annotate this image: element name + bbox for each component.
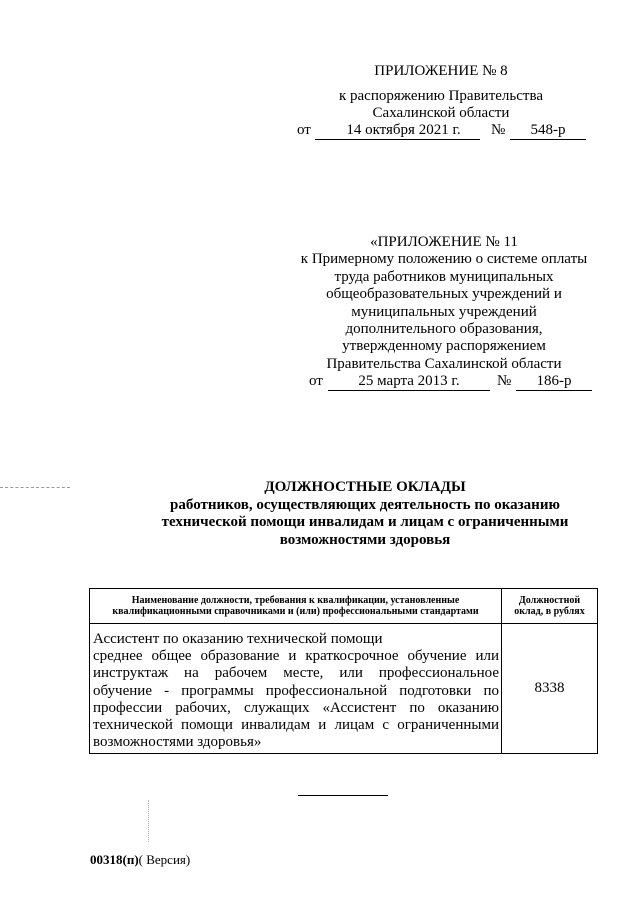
appendix-11-number-prefix: №	[497, 373, 512, 389]
footer-version: ( Версия)	[138, 852, 191, 867]
requirements-line: инструктаж на рабочем месте, или профессиональное	[93, 665, 499, 682]
appendix-8-date: 14 октября 2021 г.	[315, 122, 480, 140]
appendix-8-line: Сахалинской области	[372, 105, 510, 122]
footer	[90, 852, 190, 868]
appendix-8-number-prefix: №	[491, 122, 506, 138]
requirements-line: технической помощи инвалидам и лицам с ограниченными	[93, 717, 499, 734]
header-position	[90, 589, 502, 623]
appendix-11-line: утвержденному распоряжением	[342, 338, 546, 355]
appendix-11-line: труда работников муниципальных	[334, 268, 554, 285]
appendix-8-block	[296, 63, 586, 123]
end-rule	[298, 795, 388, 796]
heading-subtitle-line: технической помощи инвалидам и лицам с ограниченными	[161, 514, 569, 531]
requirements-line: профессии рабочих, служащих «Ассистент по оказанию	[93, 699, 499, 716]
appendix-11-line: муниципальных учреждений	[351, 303, 537, 320]
header-salary-line: оклад, в рублях	[514, 606, 585, 617]
table-row	[90, 624, 597, 753]
header-position-line: квалификационными справочниками и (или) профессиональными стандартами	[112, 606, 479, 617]
appendix-8-lines	[296, 88, 586, 122]
scan-mark	[0, 487, 70, 488]
position-name: Ассистент по оказанию технической помощи	[93, 631, 383, 647]
requirements-line: обучение - программы профессиональной подготовки по	[93, 682, 499, 699]
appendix-11-line: дополнительного образования,	[345, 321, 543, 338]
appendix-11-date: 25 марта 2013 г.	[328, 373, 490, 391]
heading-subtitle-line: возможностями здоровья	[279, 532, 451, 549]
footer-code: 00318(п)	[90, 852, 139, 867]
appendix-8-title: ПРИЛОЖЕНИЕ № 8	[374, 63, 508, 79]
appendix-8-date-prefix: от	[297, 122, 311, 138]
appendix-11-date-prefix: от	[309, 373, 323, 389]
cell-salary: 8338	[534, 680, 565, 696]
appendix-11-line: Правительства Сахалинской области	[326, 355, 562, 372]
appendix-8-number: 548-р	[510, 122, 586, 140]
header-position-line: Наименование должности, требования к квалификации, установленные	[131, 595, 460, 606]
appendix-11-line: к Примерному положению о системе оплаты	[300, 251, 588, 268]
header-salary-line: Должностной	[518, 595, 581, 606]
requirements-line: возможностями здоровья»	[93, 734, 262, 751]
heading-title: ДОЛЖНОСТНЫЕ ОКЛАДЫ	[264, 479, 466, 495]
scan-mark	[148, 800, 149, 842]
requirements-line: среднее общее образование и краткосрочное обучение или	[93, 648, 499, 665]
heading-subtitle-line: работников, осуществляющих деятельность по оказанию	[170, 496, 560, 513]
appendix-8-line: к распоряжению Правительства	[338, 88, 543, 105]
header-salary	[502, 589, 597, 623]
salary-table	[89, 588, 598, 754]
appendix-11-block	[294, 234, 594, 373]
table-header-row	[90, 589, 597, 624]
appendix-11-number: 186-р	[516, 373, 592, 391]
cell-position	[90, 624, 502, 753]
document-heading	[140, 479, 590, 550]
appendix-11-line: общеобразовательных учреждений и	[326, 286, 562, 303]
appendix-11-title: «ПРИЛОЖЕНИЕ № 11	[370, 234, 518, 250]
